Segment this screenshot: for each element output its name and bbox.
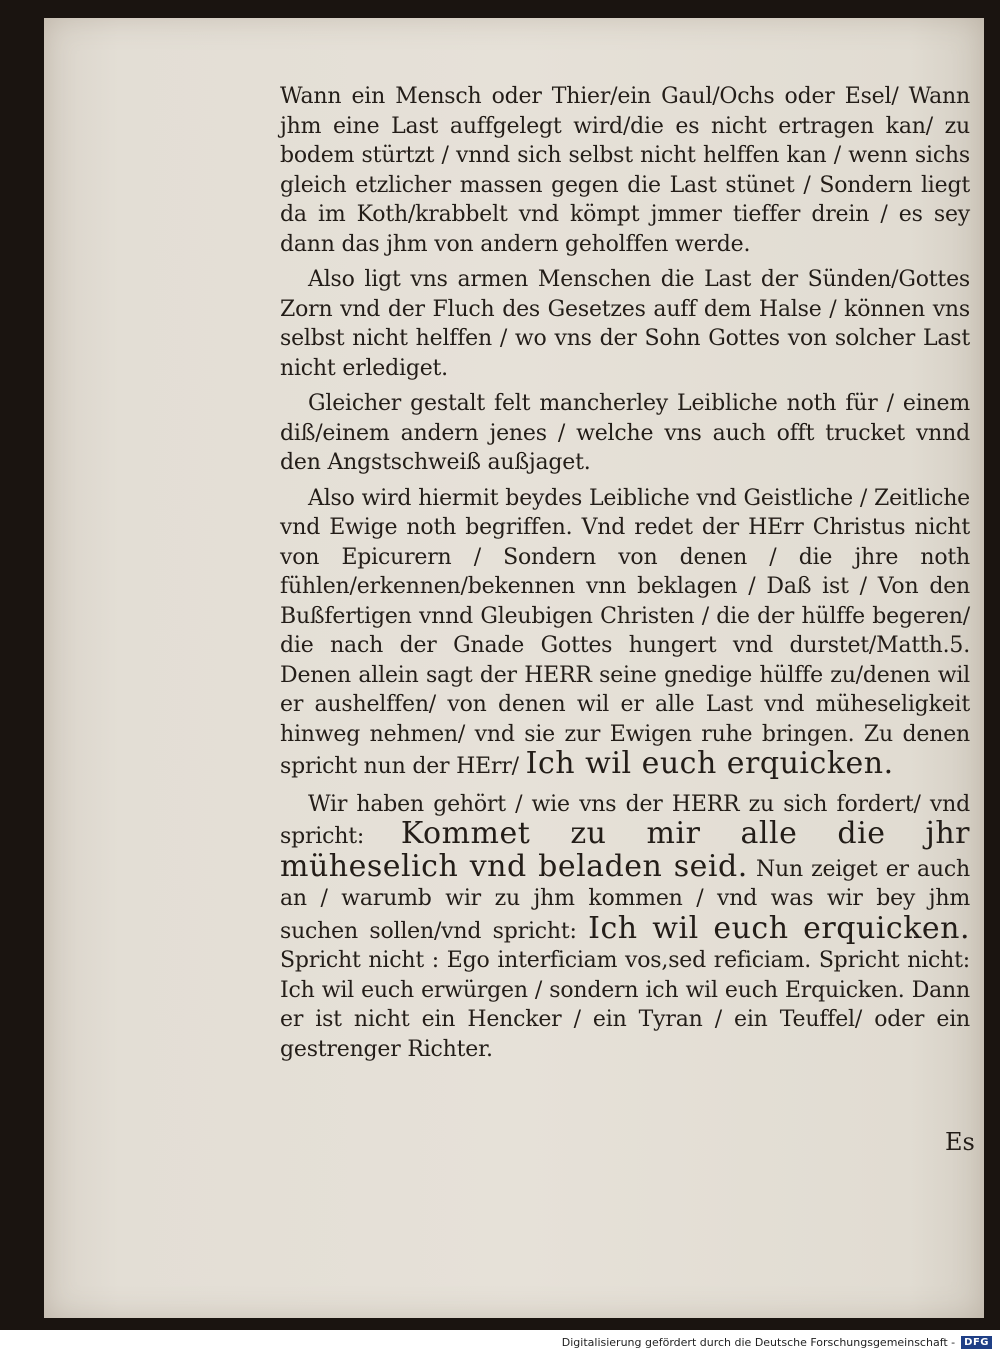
paragraph-5: [280, 790, 970, 1065]
paragraph-5-b: Nun zeiget er auch an / warumb wir zu jhm kommen / vnd was wir bey jhm suchen sollen/vnd spricht:: [280, 856, 970, 944]
paragraph-2: Also ligt vns armen Menschen die Last der Sünden/Gottes Zorn vnd der Fluch des Gesetzes auff dem Halse / können vns selbst nicht helffen / wo vns der Sohn Gottes von solcher Last nicht erlediget.: [280, 267, 970, 381]
digitization-footer: [562, 1331, 992, 1353]
paragraph-5-c: Spricht nicht : Ego interficiam vos,sed reficiam. Spricht nicht: Ich wil euch erwürgen / sondern ich wil euch Erquicken. Dann er ist nicht ein Hencker / ein Tyran / ein Teuffel/ oder ein gestrenger Richter.: [280, 948, 970, 1062]
paragraph-3: Gleicher gestalt felt mancherley Leibliche noth für / einem diß/einem andern jenes / welche vns auch offt trucket vnnd den Angstschweiß außjaget.: [280, 391, 970, 475]
dfg-logo-icon: DFG: [961, 1336, 992, 1349]
paragraph-4-text: Also wird hiermit beydes Leibliche vnd Geistliche / Zeitliche vnd Ewige noth begriffen. Vnd redet der HErr Christus nicht von Epicurern / Sondern von denen / die jhre noth fühlen/erkennen/bekennen vnn beklagen / Daß ist / Von den Bußfertigen vnnd Gleubigen Christen / die der hülffe begeren/ die nach der Gnade Gottes hungert vnd durstet/Matth.5. Denen allein sagt der HERR seine gnedige hülffe zu/denen wil er aushelffen/ von denen wil er alle Last vnd müheseligkeit hinweg nehmen/ vnd sie zur Ewigen ruhe bringen. Zu denen spricht nun der HErr/: [280, 485, 970, 779]
page-text: [280, 82, 970, 1070]
catchword: Es: [945, 1128, 975, 1156]
paragraph-4: [280, 484, 970, 782]
paragraph-1: Wann ein Mensch oder Thier/ein Gaul/Ochs oder Esel/ Wann jhm eine Last auffgelegt wird/die es nicht ertragen kan/ zu bodem stürtzt / vnnd sich selbst nicht helffen kan / wenn sichs gleich etzlicher massen gegen die Last stünet / Sondern liegt da im Koth/krabbelt vnd kömpt jmmer tieffer drein / es sey dann das jhm von andern geholffen werde.: [280, 84, 970, 257]
emphasis-erquicken-1: Ich wil euch erquicken.: [525, 746, 894, 781]
emphasis-kommet: Kommet zu mir alle die jhr müheselich vnd beladen seid.: [280, 816, 970, 884]
emphasis-erquicken-2: Ich wil euch erquicken.: [588, 910, 970, 946]
paragraph-5-a: Wir haben gehört / wie vns der HERR zu sich fordert/ vnd spricht:: [280, 791, 970, 849]
footer-text: Digitalisierung gefördert durch die Deutsche Forschungsgemeinschaft -: [561, 1335, 956, 1349]
